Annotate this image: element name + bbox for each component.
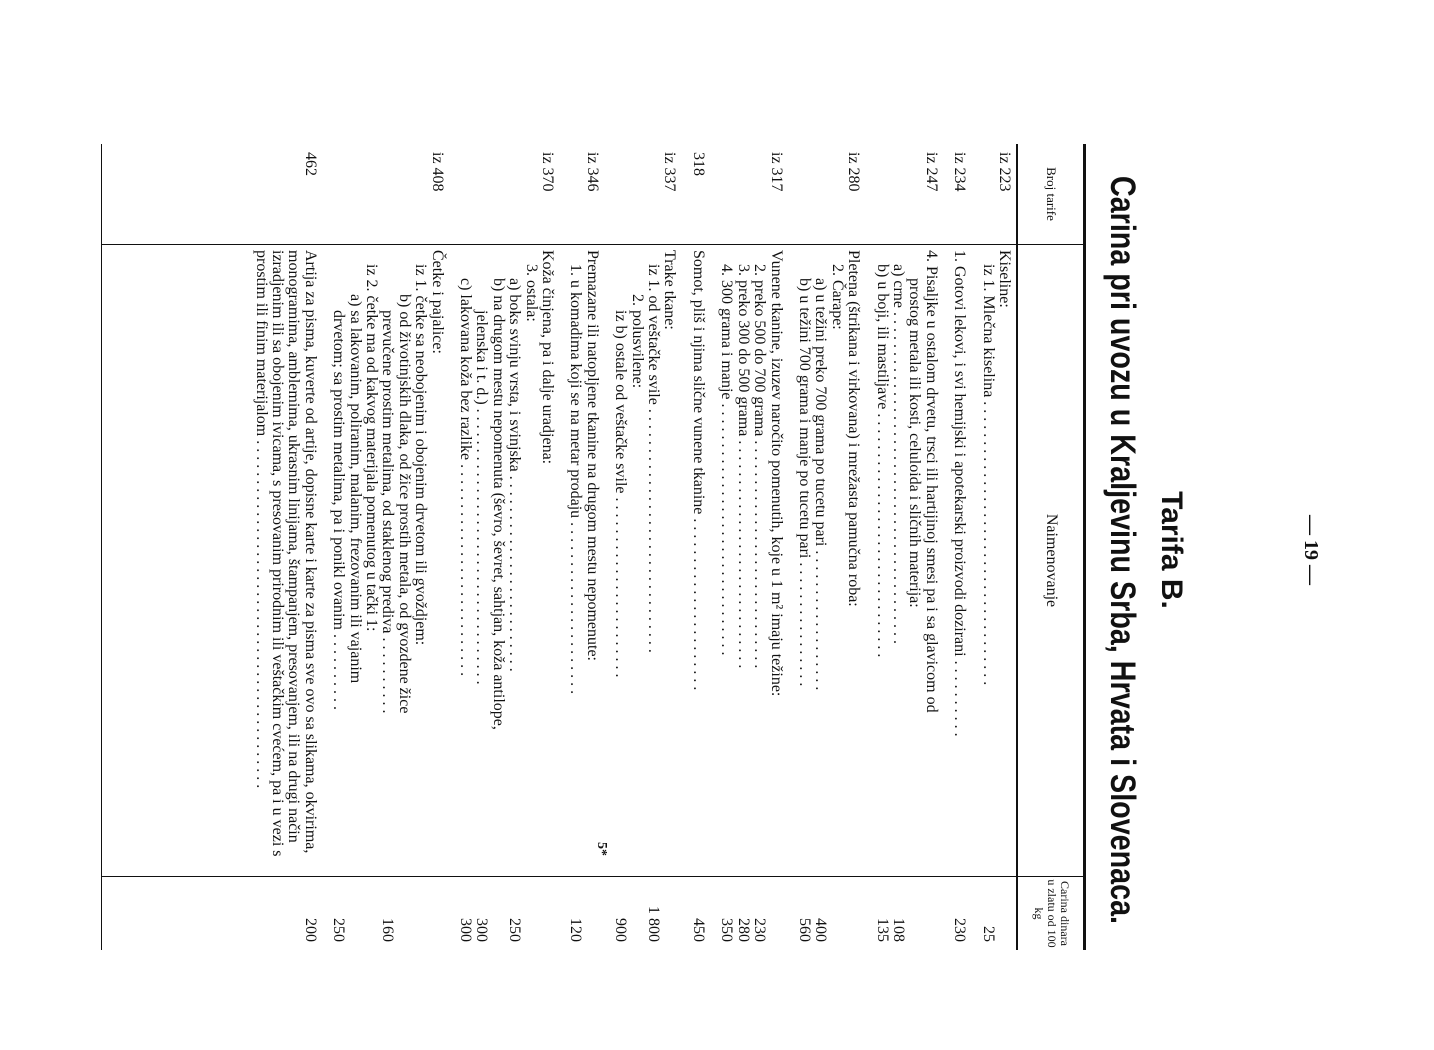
item-description: 3. preko 300 do 500 grama . . . . . . . . . . . . . . . . . . . . . . . . . . . . . bbox=[734, 264, 752, 669]
item-description: iz 1. od veštačke svile . . . . . . . . . . . . . . . . . . . . . . . . . . . . . . . bbox=[645, 264, 663, 653]
tariff-number bbox=[734, 144, 750, 244]
item-description: Somot, pliš i njima slične vunene tkanine . . . . . . . . . . . . . . . . . . . . . . bbox=[689, 250, 707, 691]
tariff-number: iz 223 bbox=[996, 152, 1013, 192]
table-row bbox=[412, 144, 428, 950]
page-title: Carina pri uvozu u Kraljevinu Srba, Hrvata i Slovenaca. bbox=[1103, 175, 1142, 925]
table-row bbox=[539, 144, 555, 950]
item-description: 2. Čarape: bbox=[828, 264, 846, 330]
table-row bbox=[489, 144, 505, 950]
duty-value: 200 bbox=[301, 918, 319, 942]
table-body bbox=[252, 144, 1012, 950]
tariff-number bbox=[828, 144, 844, 244]
table-row bbox=[522, 144, 538, 950]
duty-value bbox=[522, 876, 538, 950]
table-row bbox=[979, 144, 995, 950]
tariff-number: iz 370 bbox=[539, 152, 557, 192]
duty-value bbox=[828, 876, 844, 950]
item-description: b) od životinjskih dlaka, od žice prostih metala, od gvozdene žice bbox=[395, 294, 413, 714]
item-description: 2. polusvilene: bbox=[628, 294, 646, 389]
item-description: b) u boji, ili mastiljave . . . . . . . . . . . . . . . . . . . . . . . . . . . . . . . bbox=[873, 264, 891, 658]
tariff-number: iz 234 bbox=[951, 152, 969, 192]
tariff-number bbox=[412, 144, 428, 244]
item-description: iz b) ostale od veštačke svile . . . . . . . . . . . . . . . . . . . . . . . bbox=[612, 310, 630, 678]
duty-value: 280 bbox=[734, 918, 752, 942]
table-row bbox=[567, 144, 583, 950]
duty-value: 230 bbox=[951, 918, 969, 942]
item-description: prevučene prostim metalima, od staklenog prediva . . . . . . . . . . bbox=[379, 310, 397, 714]
item-description: Vunene tkanine, izuzev naročito pomenutih, koje u 1 m² imaju težine: bbox=[767, 250, 785, 697]
item-description: iz 2. četke ma od kakvog materijala pomenutog u tački 1: bbox=[363, 264, 380, 632]
duty-value bbox=[412, 876, 428, 950]
table-row bbox=[951, 144, 967, 950]
table-row bbox=[628, 144, 644, 950]
tariff-number bbox=[567, 144, 583, 244]
table-row bbox=[583, 144, 599, 950]
tarifa-heading: Tarifa B. bbox=[1155, 491, 1188, 609]
table-row bbox=[890, 144, 906, 950]
header-tariff-number: Broj tarife bbox=[1044, 167, 1060, 221]
item-description: a) sa lakovanim, poliranim, malanim, frezovanim ili vajanim bbox=[346, 294, 364, 684]
document-page bbox=[0, 50, 1384, 1050]
duty-value bbox=[346, 876, 362, 950]
tariff-number bbox=[612, 144, 628, 244]
page-number: — 19 — bbox=[1300, 515, 1322, 585]
tariff-number: 462 bbox=[301, 152, 319, 176]
tariff-number: iz 247 bbox=[922, 152, 940, 192]
table-row bbox=[996, 144, 1012, 950]
tariff-number bbox=[718, 144, 734, 244]
duty-value bbox=[906, 876, 922, 950]
tariff-number bbox=[330, 144, 346, 244]
table-row bbox=[845, 144, 861, 950]
tariff-number bbox=[522, 144, 538, 244]
duty-value: 900 bbox=[612, 918, 630, 942]
item-description: prostog metala ili kosti, celuloida i sličnih materija: bbox=[906, 278, 924, 608]
item-description: 4. Pisaljke u ostalom drvetu, trsci ili hartijinoj smesi pa i sa glavicom od bbox=[922, 250, 940, 713]
item-description: 1. Gotovi lekovi, i svi hemijski i apotekarski proizvodi dozirani . . . . . . . . . . bbox=[951, 250, 969, 737]
item-description: a) boks svinju vrsta, i svinjska . . . . . . . . . . . . . . . . . . . . . . . . . bbox=[506, 278, 524, 672]
tariff-number: iz 280 bbox=[845, 152, 863, 192]
table-row bbox=[906, 144, 922, 950]
table-row bbox=[873, 144, 889, 950]
item-description: a) u težini preko 700 grama po tucetu pari . . . . . . . . . . . . . . . . . . bbox=[812, 278, 830, 691]
table-row bbox=[612, 144, 628, 950]
item-description: c) lakovana koža bez razlike . . . . . . . . . . . . . . . . . . . . . . . . . . . bbox=[457, 278, 475, 677]
table-row bbox=[473, 144, 489, 950]
duty-value: 108 bbox=[889, 918, 907, 942]
tariff-number: iz 317 bbox=[767, 152, 785, 192]
tariff-number: iz 346 bbox=[583, 152, 601, 192]
tariff-number bbox=[506, 144, 522, 244]
duty-value bbox=[996, 876, 1012, 950]
item-description: Kiseline: bbox=[996, 250, 1013, 308]
table-row bbox=[363, 144, 379, 950]
table-row bbox=[457, 144, 473, 950]
table-row bbox=[751, 144, 767, 950]
table-row bbox=[690, 144, 706, 950]
duty-value: 300 bbox=[457, 918, 475, 942]
table-row bbox=[506, 144, 522, 950]
item-description: 2. preko 500 do 700 grama . . . . . . . . . . . . . . . . . . . . . . . . . . . . . bbox=[751, 264, 769, 669]
tariff-number bbox=[812, 144, 828, 244]
item-description: Trake tkane: bbox=[661, 250, 679, 330]
page-stamp: 5* bbox=[594, 842, 609, 856]
tariff-number bbox=[906, 144, 922, 244]
tariff-number bbox=[796, 144, 812, 244]
item-description: 3. ostala: bbox=[522, 264, 540, 322]
table-bottom-rule bbox=[101, 144, 102, 950]
tariff-number bbox=[645, 144, 661, 244]
table-row bbox=[346, 144, 362, 950]
tariff-number bbox=[628, 144, 644, 244]
header-description: Naimenovanje bbox=[1043, 513, 1061, 608]
duty-value: 300 bbox=[473, 918, 491, 942]
item-description: drvetom; sa prostim metalima, pa i ponikl ovanim . . . . . . . . . . bbox=[330, 310, 348, 710]
table-row bbox=[645, 144, 661, 950]
duty-value: 160 bbox=[379, 918, 397, 942]
duty-value: 250 bbox=[506, 918, 524, 942]
item-description: Četke i pajalice: bbox=[428, 250, 446, 354]
duty-value: 25 bbox=[979, 926, 997, 942]
duty-value bbox=[922, 876, 938, 950]
duty-value: 135 bbox=[873, 918, 891, 942]
duty-value bbox=[767, 876, 783, 950]
item-description: jelenska i t. d.) . . . . . . . . . . . . . . . . . . . . . . . . . . . . . . . . . . . bbox=[473, 310, 491, 685]
tariff-number: iz 337 bbox=[661, 152, 679, 192]
tariff-number bbox=[363, 144, 379, 244]
item-description: b) u težini 700 grama i manje po tucetu pari . . . . . . . . . . . . . . . . bbox=[795, 278, 813, 687]
tariff-number bbox=[751, 144, 767, 244]
duty-value bbox=[845, 876, 861, 950]
tariff-number bbox=[473, 144, 489, 244]
duty-value bbox=[395, 876, 411, 950]
tariff-number bbox=[890, 144, 906, 244]
duty-value bbox=[583, 876, 599, 950]
table-row bbox=[718, 144, 734, 950]
duty-value bbox=[628, 876, 644, 950]
duty-value bbox=[661, 876, 677, 950]
duty-value: 250 bbox=[330, 918, 348, 942]
table-row bbox=[252, 144, 318, 950]
duty-value: 120 bbox=[567, 918, 585, 942]
table-row bbox=[922, 144, 938, 950]
item-description: Koža činjena, pa i dalje uradjena: bbox=[539, 250, 557, 465]
table-row bbox=[734, 144, 750, 950]
table-row bbox=[796, 144, 812, 950]
item-description: Pletena (štrikana i virkovana) i mrežasta pamučna roba: bbox=[845, 250, 863, 607]
tariff-number bbox=[979, 144, 995, 244]
duty-value: 450 bbox=[689, 918, 707, 942]
duty-value bbox=[489, 876, 505, 950]
item-description: Premazane ili natopljene tkanine na drugom mestu nepomenute: bbox=[583, 250, 601, 661]
duty-value: 560 bbox=[795, 918, 813, 942]
item-description: iz 1. Mlečna kiselina . . . . . . . . . . . . . . . . . . . . . . . . . . . . . . . . . . . . bbox=[979, 264, 997, 686]
tariff-number: iz 408 bbox=[428, 152, 446, 192]
table-row bbox=[661, 144, 677, 950]
tariff-number bbox=[873, 144, 889, 244]
item-description: a) crne . . . . . . . . . . . . . . . . . . . . . . . . . . . . . . . . . . . . . . . . . . bbox=[889, 264, 907, 644]
table-row bbox=[828, 144, 844, 950]
duty-value bbox=[428, 876, 444, 950]
table-row bbox=[330, 144, 346, 950]
item-description: Artija za pisma, kuverte od artije, dopisne karte i karte za pisma sve ovo sa slikama, okvirima, monogramima, amblemima, ukrasnim linijama, štampanjem, presovanjem, ili na drugi način izradjenim ili sa obojenim ivicama, s presovanim prirodnim ili veštačkim cvećem, pa i u vezi s prostim ili finim materijalom . . . . . . . . . . . . . . . . . . . . . . . . . . . . . . . . . . . . . . . . . . . . bbox=[252, 250, 319, 857]
item-description: b) na drugom mestu nepomenuta (ševro, ševret, sahtjan, koža antilope, bbox=[489, 278, 507, 730]
table-row bbox=[812, 144, 828, 950]
item-description: 1. u komadima koji se na metar prodaju . . . . . . . . . . . . . . . . . . . . . . bbox=[567, 264, 585, 695]
item-description: 4. 300 grama i manje . . . . . . . . . . . . . . . . . . . . . . . . . . . . . . . . bbox=[718, 264, 736, 656]
tariff-number: 318 bbox=[689, 152, 707, 176]
table-row bbox=[428, 144, 444, 950]
tariff-number bbox=[346, 144, 362, 244]
duty-value bbox=[363, 876, 379, 950]
table-row bbox=[395, 144, 411, 950]
duty-value bbox=[539, 876, 555, 950]
table-row bbox=[767, 144, 783, 950]
duty-value: 400 bbox=[812, 918, 830, 942]
header-duty: Carina dinara u zlatu od 100 kg bbox=[1032, 879, 1073, 948]
duty-value: 230 bbox=[751, 918, 769, 942]
duty-value: 1 800 bbox=[645, 906, 663, 942]
tariff-number bbox=[395, 144, 411, 244]
duty-value: 350 bbox=[718, 918, 736, 942]
tariff-number bbox=[489, 144, 505, 244]
item-description: iz 1. četke sa neobojenim i obojenim drvetom ili gvoždjem: bbox=[412, 264, 430, 646]
tariff-number bbox=[457, 144, 473, 244]
table-row bbox=[379, 144, 395, 950]
tariff-number bbox=[379, 144, 395, 244]
